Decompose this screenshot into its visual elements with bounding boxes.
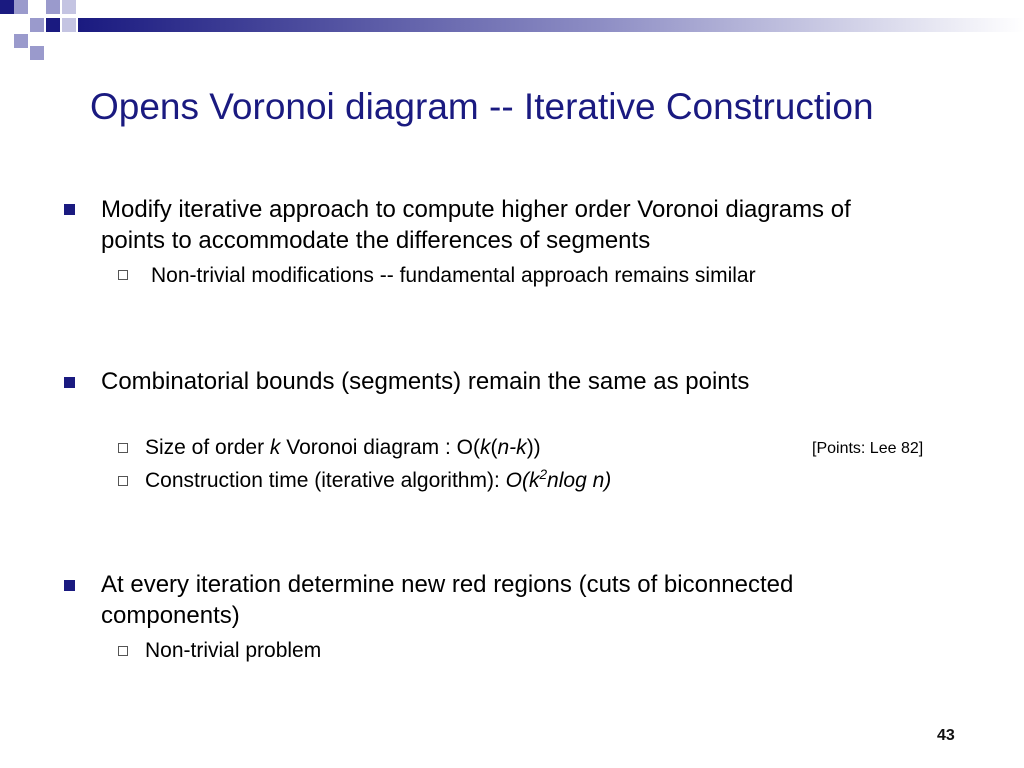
sub-bullet-marker <box>118 443 128 453</box>
size-prefix: Size of order <box>145 436 270 459</box>
bullet-2-sub-size <box>145 434 541 461</box>
bullet-2-sub-time <box>145 467 611 494</box>
bullet-3-line-1: At every iteration determine new red regions (cuts of biconnected <box>101 571 794 598</box>
bullet-3-line-2: components) <box>101 602 240 629</box>
size-k2: k <box>480 436 491 459</box>
size-nk: n-k <box>497 436 527 459</box>
time-expr-b: nlog n) <box>547 469 612 492</box>
time-exponent: 2 <box>539 467 548 482</box>
bullet-1-line-1: Modify iterative approach to compute higher order Voronoi diagrams of <box>101 196 851 223</box>
sub-bullet-marker <box>118 646 128 656</box>
bullet-1-sub-1: Non-trivial modifications -- fundamental approach remains similar <box>151 264 756 287</box>
sub-bullet-marker <box>118 270 128 280</box>
bullet-3-sub-1: Non-trivial problem <box>145 639 322 662</box>
time-prefix: Construction time (iterative algorithm): <box>145 469 506 492</box>
citation: [Points: Lee 82] <box>812 440 924 457</box>
header-decoration <box>0 0 1024 60</box>
bullet-1-line-2: points to accommodate the differences of segments <box>101 227 651 254</box>
size-close: )) <box>526 436 541 459</box>
time-expr-a: O(k <box>505 469 540 492</box>
size-mid: Voronoi diagram : O( <box>280 436 480 459</box>
bullet-marker <box>64 377 75 388</box>
sub-bullet-marker <box>118 476 128 486</box>
bullet-marker <box>64 204 75 215</box>
bullet-marker <box>64 580 75 591</box>
bullet-2-line-1: Combinatorial bounds (segments) remain the same as points <box>101 368 750 395</box>
size-open: ( <box>490 436 498 459</box>
page-number: 43 <box>937 727 955 744</box>
size-k: k <box>269 436 281 459</box>
slide-title: Opens Voronoi diagram -- Iterative Construction <box>90 86 874 127</box>
